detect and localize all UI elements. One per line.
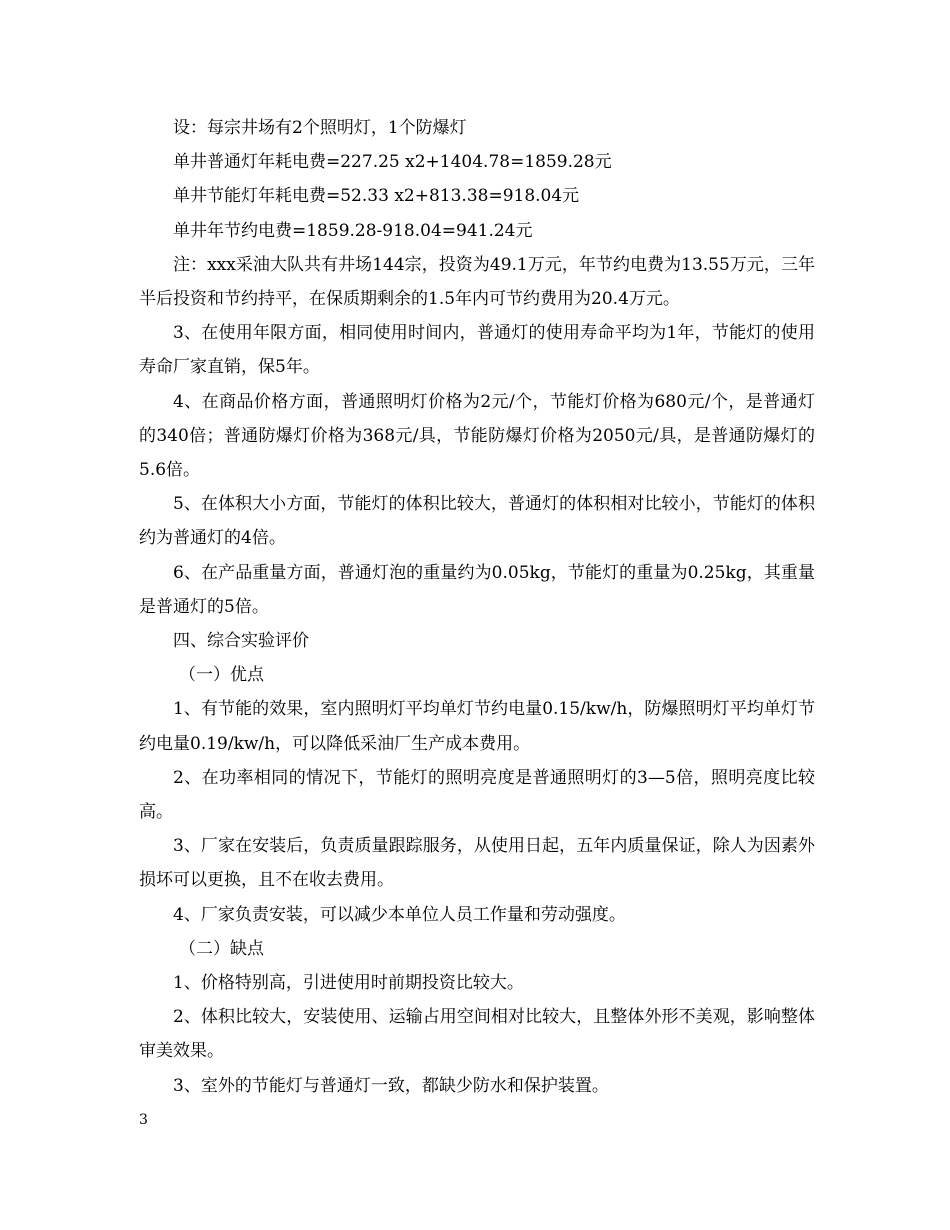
normal-lamp-cost-line: 单井普通灯年耗电费=227.25 x2+1404.78=1859.28元 (173, 152, 612, 173)
disadvantages-heading: （二）缺点 (179, 938, 264, 959)
page-number: 3 (139, 1112, 148, 1128)
price-paragraph: 4、在商品价格方面，普通照明灯价格为2元/个，节能灯价格为680元/个，是普通灯的340倍；普通防爆灯价格为368元/具，节能防爆灯价格为2050元/具，是普通防爆灯的5.6倍。 (139, 391, 815, 481)
advantage-item-2: 2、在功率相同的情况下，节能灯的照明亮度是普通照明灯的3—5倍，照明亮度比较高。 (139, 767, 815, 823)
advantage-item-1: 1、有节能的效果，室内照明灯平均单灯节约电量0.15/kw/h，防爆照明灯平均单灯节约电量0.19/kw/h，可以降低采油厂生产成本费用。 (139, 699, 815, 754)
annual-saving-line: 单井年节约电费=1859.28-918.04=941.24元 (173, 220, 533, 241)
volume-paragraph: 5、在体积大小方面，节能灯的体积比较大，普通灯的体积相对比较小，节能灯的体积约为普通灯的4倍。 (139, 494, 815, 549)
disadvantage-item-2: 2、体积比较大，安装使用、运输占用空间相对比较大，且整体外形不美观，影响整体审美效果。 (139, 1007, 815, 1062)
note-paragraph: 注：xxx采油大队共有井场144宗，投资为49.1万元，年节约电费为13.55万元，三年半后投资和节约持平，在保质期剩余的1.5年内可节约费用为20.4万元。 (139, 254, 815, 310)
weight-paragraph: 6、在产品重量方面，普通灯泡的重量约为0.05kg，节能灯的重量为0.25kg，其重量是普通灯的5倍。 (139, 562, 815, 617)
document-body (139, 111, 815, 1103)
advantages-heading: （一）优点 (179, 665, 264, 686)
lifespan-paragraph: 3、在使用年限方面，相同使用时间内，普通灯的使用寿命平均为1年，节能灯的使用寿命厂家直销，保5年。 (139, 323, 815, 378)
section-heading: 四、综合实验评价 (173, 631, 309, 652)
assumption-line: 设：每宗井场有2个照明灯，1个防爆灯 (173, 118, 467, 138)
saving-lamp-cost-line: 单井节能灯年耗电费=52.33 x2+813.38=918.04元 (173, 186, 580, 207)
advantage-item-3: 3、厂家在安装后，负责质量跟踪服务，从使用日起，五年内质量保证，除人为因素外损坏可以更换，且不在收去费用。 (139, 836, 815, 891)
advantage-item-4: 4、厂家负责安装，可以减少本单位人员工作量和劳动强度。 (173, 904, 626, 925)
disadvantage-item-3: 3、室外的节能灯与普通灯一致，都缺少防水和保护装置。 (173, 1075, 609, 1096)
disadvantage-item-1: 1、价格特别高，引进使用时前期投资比较大。 (173, 973, 524, 994)
